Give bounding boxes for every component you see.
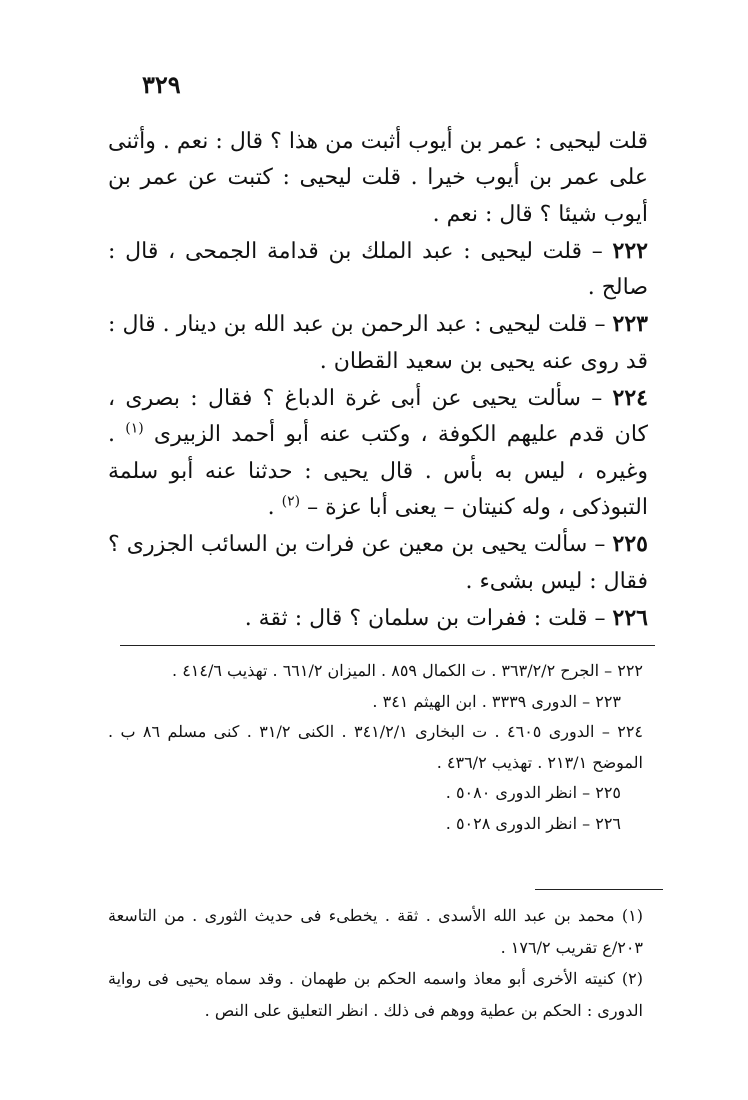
entry-222	[108, 233, 648, 307]
entry-text: – قلت ليحيى : عبد الملك بن قدامة الجمحى ، قال : صالح .	[108, 238, 648, 301]
entry-224	[108, 380, 648, 526]
references-section	[108, 656, 643, 839]
divider-rule	[120, 645, 655, 646]
entry-text: – قلت : ففرات بن سلمان ؟ قال : ثقة .	[244, 605, 613, 631]
main-text	[108, 124, 648, 637]
entry-text: .	[267, 494, 282, 520]
footnote-ref-2[interactable]: (٢)	[281, 493, 301, 510]
entry-number: ٢٢٢	[612, 237, 648, 264]
entry-text: – سألت يحيى بن معين عن فرات بن السائب الجزرى ؟ فقال : ليس بشىء .	[108, 532, 648, 594]
footnotes-section	[108, 900, 643, 1026]
entry-number: ٢٢٤	[612, 385, 648, 412]
entry-text: – سألت يحيى عن أبى غرة الدباغ ؟ فقال : بصرى ، كان قدم عليهم الكوفة ، وكتب عنه أبو أحمد الزبيرى	[108, 386, 648, 448]
entry-text: – قلت ليحيى : عبد الرحمن بن عبد الله بن دينار . قال : قد روى عنه يحيى بن سعيد القطان .	[108, 312, 648, 374]
entry-text: . وغيره ، ليس به بأس . قال يحيى : حدثنا عنه أبو سلمة التبوذكى ، وله كنيتان – يعنى أبا عزة –	[108, 422, 648, 520]
reference-225: ٢٢٥ – انظر الدورى ٥٠٨٠ .	[445, 783, 621, 802]
entry-225	[108, 526, 648, 600]
entry-226	[108, 600, 648, 637]
paragraph-text: قلت ليحيى : عمر بن أيوب أثبت من هذا ؟ قال : نعم . وأثنى على عمر بن أيوب خيرا . قلت ليحيى : كتبت عن عمر بن أيوب شيئا ؟ قال : نعم .	[108, 129, 648, 227]
footnote-1: (١) محمد بن عبد الله الأسدى . ثقة . يخطىء فى حديث الثورى . من التاسعة ٢٠٣/ع تقريب ١٧٦/٢ .	[108, 906, 643, 957]
entry-number: ٢٢٦	[612, 604, 648, 631]
entry-number: ٢٢٣	[612, 311, 648, 338]
entry-number: ٢٢٥	[612, 531, 648, 558]
reference-222: ٢٢٢ – الجرح ٣٦٣/٢/٢ . ت الكمال ٨٥٩ . الميزان ٦٦١/٢ . تهذيب ٤١٤/٦ .	[172, 661, 643, 680]
reference-223: ٢٢٣ – الدورى ٣٣٣٩ . ابن الهيثم ٣٤١ .	[372, 691, 621, 711]
footnote-2: (٢) كنيته الأخرى أبو معاذ واسمه الحكم بن طهمان . وقد سماه يحيى فى رواية الدورى : الحكم بن عطية ووهم فى ذلك . انظر التعليق على النص .	[108, 969, 643, 1020]
footnote-ref-1[interactable]: (١)	[125, 421, 144, 438]
entry-223	[108, 306, 648, 380]
footnote-rule	[535, 889, 663, 890]
paragraph-intro	[108, 124, 648, 233]
reference-226: ٢٢٦ – انظر الدورى ٥٠٢٨ .	[445, 813, 621, 833]
reference-224: ٢٢٤ – الدورى ٤٦٠٥ . ت البخارى ٣٤١/٢/١ . الكنى ٣١/٢ . كنى مسلم ٨٦ ب . الموضح ٢١٣/١ . تهذيب ٤٣٦/٢ .	[108, 722, 643, 772]
page-number: ٣٢٩	[142, 70, 181, 99]
